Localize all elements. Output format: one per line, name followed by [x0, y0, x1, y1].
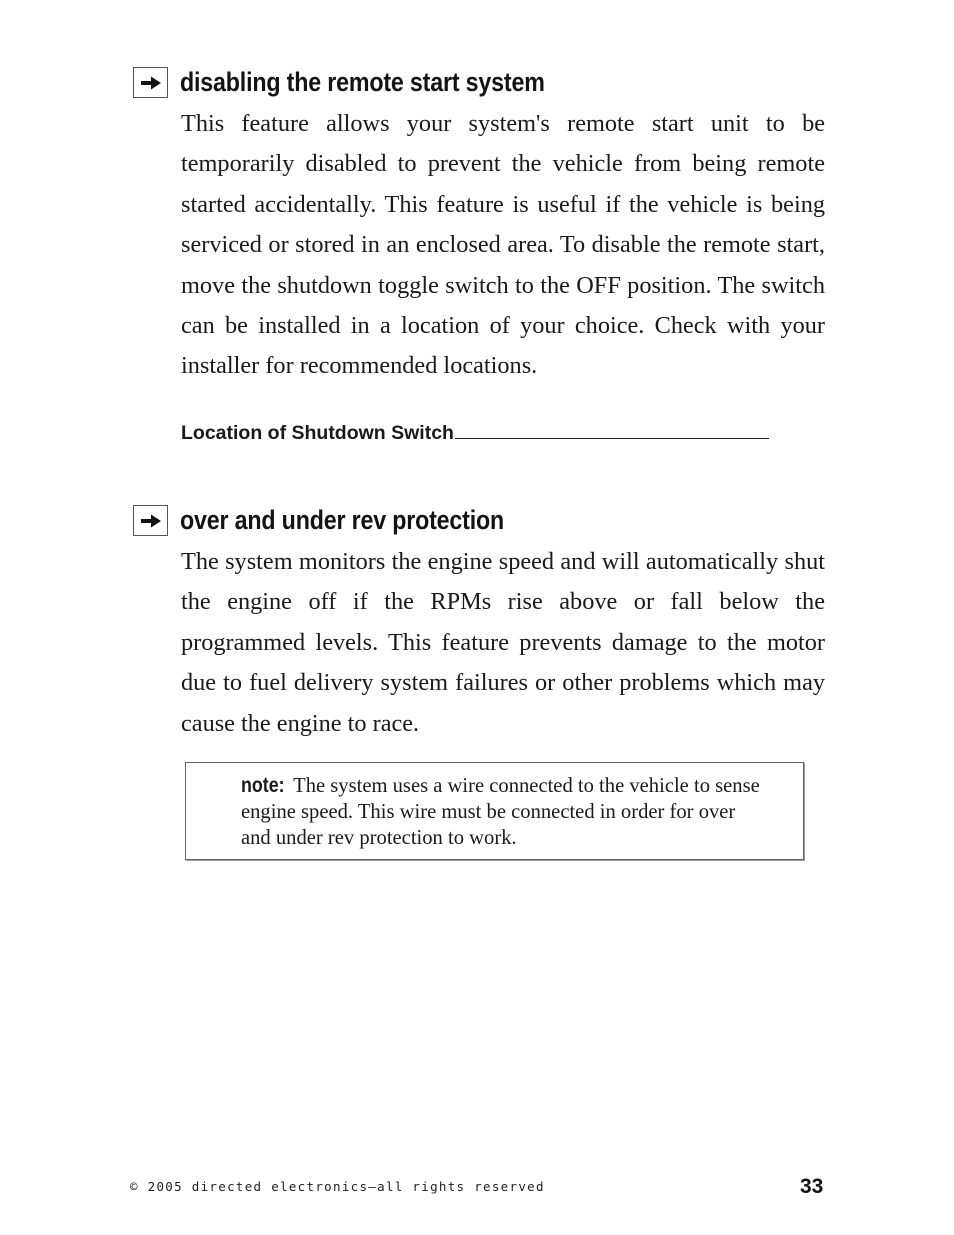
- field-label: Location of Shutdown Switch: [181, 422, 454, 444]
- right-arrow-icon: [133, 67, 168, 98]
- note-callout-box: [185, 762, 804, 860]
- shutdown-switch-location-field: [181, 416, 769, 445]
- section-body-text: The system monitors the engine speed and will automatically shut the engine off if the RPMs rise above or fall below the programmed levels. This feature prevents damage to the motor due to fuel delivery system failures or other problems which may cause the engine to race.: [181, 548, 825, 737]
- note-body: The system uses a wire connected to the vehicle to sense engine speed. This wire must be connected in order for over and under rev protection to work.: [241, 775, 760, 849]
- note-label: note:: [241, 774, 285, 797]
- section-title: disabling the remote start system: [180, 67, 545, 97]
- section-title: over and under rev protection: [180, 505, 505, 535]
- right-arrow-icon: [133, 505, 168, 536]
- note-text: [241, 773, 761, 851]
- field-blank-line: [455, 416, 769, 439]
- section-heading-disable-remote-start: [133, 67, 604, 98]
- section-heading-rev-protection: [133, 505, 557, 536]
- footer-copyright: © 2005 directed electronics—all rights reserved: [130, 1179, 545, 1194]
- page-number: 33: [800, 1175, 824, 1198]
- section-body-text: This feature allows your system's remote start unit to be temporarily disabled to prevent the vehicle from being remote started accidentally. This feature is useful if the vehicle is being serviced or stored in an enclosed area. To disable the remote start, move the shutdown toggle switch to the OFF position. The switch can be installed in a location of your choice. Check with your installer for recommended locations.: [181, 110, 825, 380]
